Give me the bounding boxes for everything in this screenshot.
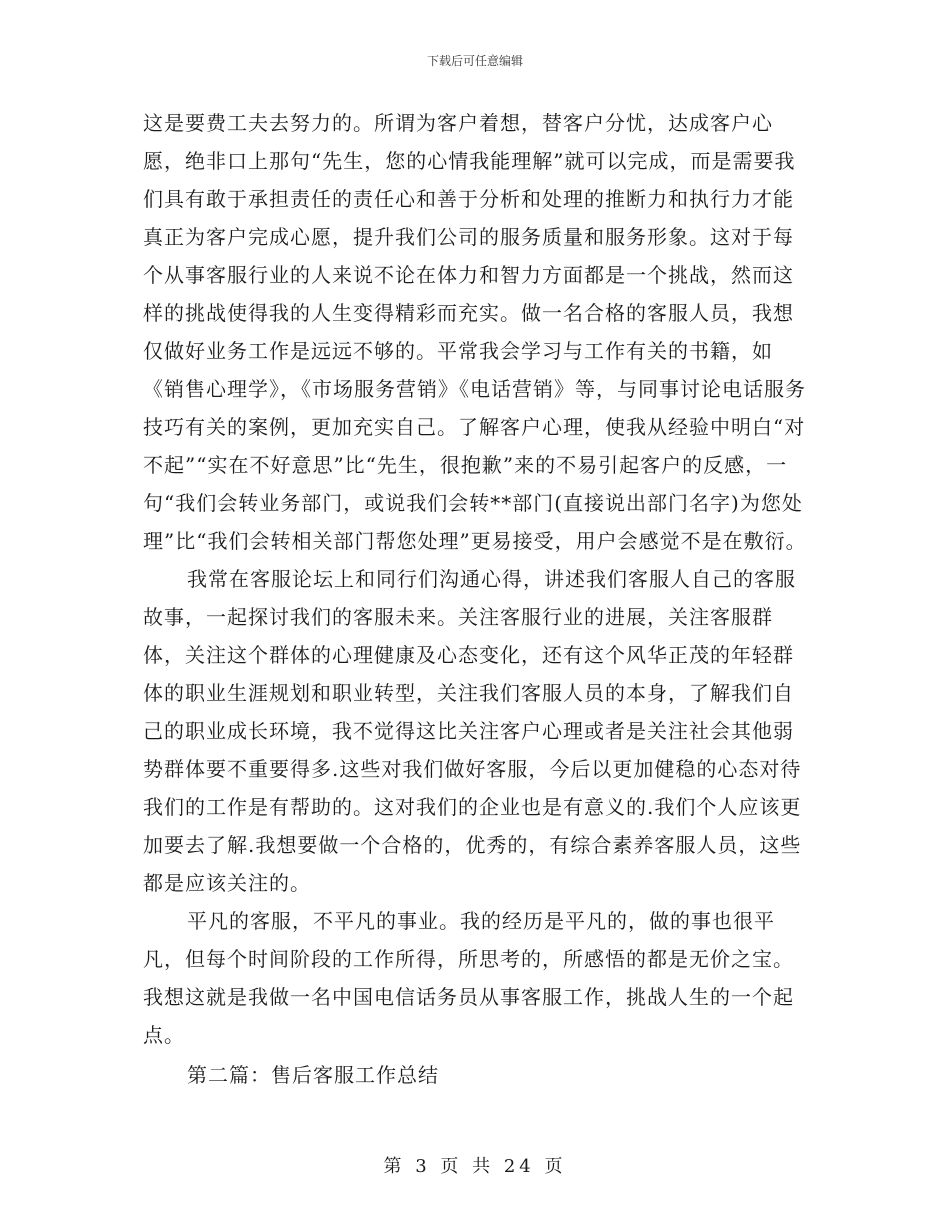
document-body bbox=[143, 104, 811, 1094]
page-header: 下载后可任意编辑 bbox=[426, 54, 523, 68]
section-heading: 第二篇：售后客服工作总结 bbox=[187, 1063, 439, 1087]
page-footer: 第 3 页 共 24 页 bbox=[383, 1156, 567, 1177]
paragraph-2: 我常在客服论坛上和同行们沟通心得，讲述我们客服人自己的客服故事，一起探讨我们的客服未来。关注客服行业的进展，关注客服群体，关注这个群体的心理健康及心态变化，还有这个风华正茂的年轻群体的职业生涯规划和职业转型，关注我们客服人员的本身，了解我们自己的职业成长环境，我不觉得这比关注客户心理或者是关注社会其他弱势群体要不重要得多.这些对我们做好客服，今后以更加健稳的心态对待我们的工作是有帮助的。这对我们的企业也是有意义的.我们个人应该更加要去了解.我想要做一个合格的，优秀的，有综合素养客服人员，这些都是应该关注的。 bbox=[143, 567, 802, 895]
paragraph-1: 这是要费工夫去努力的。所谓为客户着想，替客户分忧，达成客户心愿，绝非口上那句“先生，您的心情我能理解”就可以完成，而是需要我们具有敢于承担责任的责任心和善于分析和处理的推断力和执行力才能真正为客户完成心愿，提升我们公司的服务质量和服务形象。这对于每个从事客服行业的人来说不论在体力和智力方面都是一个挑战，然而这样的挑战使得我的人生变得精彩而充实。做一名合格的客服人员，我想仅做好业务工作是远远不够的。平常我会学习与工作有关的书籍，如《销售心理学》，《市场服务营销》《电话营销》等，与同事讨论电话服务技巧有关的案例，更加充实自己。了解客户心理，使我从经验中明白“对不起”“实在不好意思”比“先生，很抱歉”来的不易引起客户的反感，一句“我们会转业务部门，或说我们会转**部门(直接说出部门名字)为您处理”比“我们会转相关部门帮您处理”更易接受，用户会感觉不是在敷衍。 bbox=[143, 111, 807, 553]
paragraph-3: 平凡的客服，不平凡的事业。我的经历是平凡的，做的事也很平凡，但每个时间阶段的工作所得，所思考的，所感悟的都是无价之宝。我想这就是我做一名中国电信话务员从事客服工作，挑战人生的一个起点。 bbox=[143, 909, 794, 1047]
